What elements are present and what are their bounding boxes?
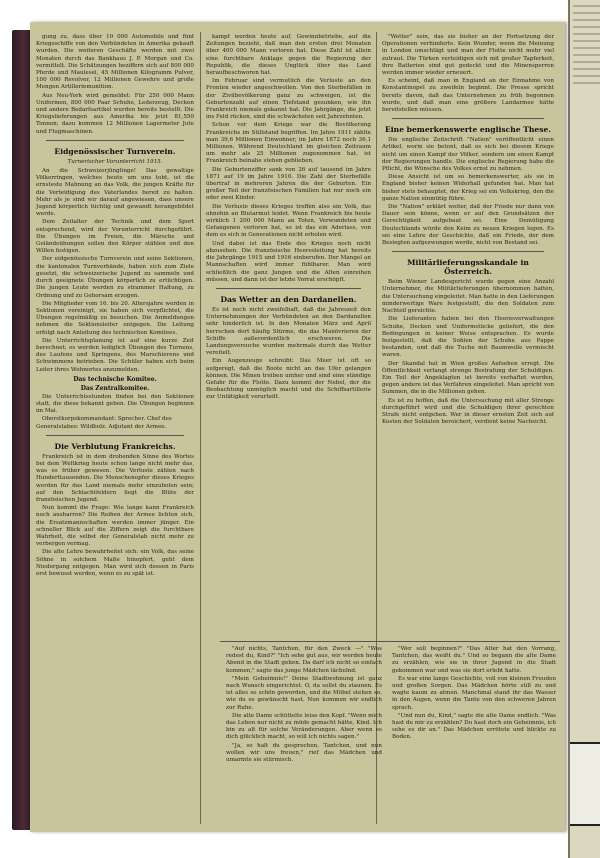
separator xyxy=(46,435,184,436)
separator xyxy=(392,251,544,252)
paragraph: Der Skandal hat in Wien großes Aufsehen erregt. Die Öffentlichkeit verlangt strenge Bestrafung der Schuldigen. Ein Teil der Angeklagten ist bereits verhaftet worden, gegen andere ist das Verfahren eingeleitet. Man spricht von Summen, die in die Millionen gehen. xyxy=(382,360,554,396)
paragraph: An die Schweizerjünglinge! Das gewaltige Völkerringen, welches heute um uns tobt, ist die ernsteste Mahnung an das Volk, die jungen Kräfte für die Verteidigung des Vaterlandes bereit zu halten. Mehr als je sind wir darauf angewiesen, dass unsere Jugend körperlich tüchtig und gewandt herangebildet werde. xyxy=(36,168,194,218)
paragraph: Die Unterrichtsplanung ist auf eine kurze Zeit berechnet; es werden lediglich Übungen des Turnens, des Laufens und Springens, des Marschierens und Schwimmens betrieben. Die Schüler haben sich beim Leiter ihres Wohnortes anzumelden. xyxy=(36,337,194,373)
text-line xyxy=(573,47,600,49)
paragraph: Es scheint, daß man in England an der Einnahme von Konstantinopel zu zweifeln beginnt. Die Presse spricht bereits davon, daß das Unternehmen zu früh begonnen wurde, und daß man eine größere Landarmee hätte bereitstellen müssen. xyxy=(382,78,554,114)
paragraph: Diese Ansicht ist um so bemerkenswerter, als sie in England bisher keinen Widerhall gefunden hat. Man hat bisher stets behauptet, der Krieg sei ein Volkskrieg, den die ganze Nation einmütig führe. xyxy=(382,174,554,202)
paragraph: Die Mitglieder vom 16. bis 20. Altersjahre werden in Sektionen vereinigt, sie haben sich verpflichtet, die Übungen regelmäßig zu besuchen. Die Anmeldungen nehmen die Sektionsleiter entgegen. Die Leitung erfolgt nach Anleitung des technischen Komitees. xyxy=(36,300,194,336)
paragraph: Es war eine lange Geschichte, voll von kleinen Freuden und großen Sorgen. Das Mädchen hörte still zu und wagte kaum zu atmen. Manchmal stand ihr das Wasser in den Augen, wenn die Tante von den schweren Jahren sprach. xyxy=(392,675,556,711)
text-line xyxy=(573,82,600,84)
paragraph: gung zu, dass über 10 000 Automobile und fünf Kriegsschiffe von den Verbündeten in Amerika gekauft wurden. Die weiteren Geschäfte werden mit zwei Monaten durch das Bankhaus J. P. Morgan und Co. vermittelt. Die Schätzungen beziffern sich auf 800 000 Pferde und Maulesel, 45 Millionen Kilogramm Pulver, 100 000 Revolver, 12 Millionen Gewehre und große Mengen Artilleriemunition. xyxy=(36,34,194,91)
separator xyxy=(392,118,544,119)
advertisement-box xyxy=(570,742,600,826)
column-divider xyxy=(200,32,201,824)
text-line xyxy=(573,68,600,70)
committee-line: Das technische Komitee. xyxy=(73,375,157,383)
paragraph: Die Geburtenziffer sank von 26 auf tausend im Jahre 1871 auf 19 im Jahre 1910. Die Zahl der Sterbefälle übertraf in mehreren Jahren die der Geburten. Ein großer Teil der französischen Familien hat nur noch ein oder zwei Kinder. xyxy=(206,166,371,202)
paragraph: Nun kommt die Frage: Wie lange kann Frankreich noch ausharren? Die Reihen der Armee lichten sich, die Ersatzmannschaften werden immer jünger. Ein schneller Blick auf die Ziffern zeigt die furchtbare Wahrheit, die selbst der Generalstab nicht mehr zu verbergen vermag. xyxy=(36,505,194,548)
paragraph: Und dabei ist das Ende des Krieges noch nicht abzusehen. Die französische Heeresleitung hat bereits die Jahrgänge 1915 und 1916 einberufen. Der Mangel an Mannschaften wird immer fühlbarer. Man wird schließlich die ganz Jungen und die Alten einreihen müssen, und dann ist der letzte Vorrat erschöpft. xyxy=(206,240,371,283)
paragraph: "Auf nichts, Tantchen, für den Zweck —" "Was redest du, Kind?" "Ich sehe gut aus, wir werden heute Abend in die Stadt gehen. Da darf ich nicht so einfach kommen," sagte das junge Mädchen lächelnd. xyxy=(226,646,382,674)
text-line xyxy=(573,12,600,14)
paragraph: "Mein Geheimnis!" Deine Stadtwohnung ist ganz nach Wunsch eingerichtet. O, da sollst du staunen. Es ist alles so schön geworden, und die Möbel stehen so, wie du es gewünscht hast. Nun kommen wir endlich zur Ruhe. xyxy=(226,675,382,711)
paragraph: "Ja, so halt du gesprochen, Tantchen, und nun wollen wir uns freuen," rief das Mädchen und umarmte sie stürmisch. xyxy=(226,742,382,764)
paragraph: Die Unterrichtsstunden finden bei den Sektionen statt, die diese bekannt geben. Die Übungen beginnen im Mai. xyxy=(36,393,194,415)
text-line xyxy=(573,54,600,56)
headline-dardanellen: Das Wetter an den Dardanellen. xyxy=(220,294,357,304)
paragraph: Es ist noch nicht zweifelhaft, daß die Jahreszeit den Unternehmungen der Verbündeten an den Dardanellen sehr hinderlich ist. In den Monaten März und April herrschen dort häufig Stürme, die das Manövrieren der Schiffe außerordentlich erschweren. Die Landungsversuche wurden mehrmals durch das Wetter vereitelt. xyxy=(206,306,371,357)
adjacent-page xyxy=(568,0,600,858)
paragraph: Schon vor dem Kriege war die Bevölkerung Frankreichs im Stillstand begriffen. Im Jahre 1911 zählte man 39,6 Millionen Einwohner, im Jahre 1872 noch 36,1 Millionen. Während Deutschland im gleichen Zeitraum um mehr als 25 Millionen zugenommen hat, ist Frankreich beinahe stehen geblieben. xyxy=(206,122,371,165)
book-spine xyxy=(12,30,32,830)
separator xyxy=(46,140,184,141)
text-line xyxy=(573,19,600,21)
paragraph: Der eidgenössische Turnverein und seine Sektionen, die kantonalen Turnverbände, haben sich zum Ziele gesetzt, die schweizerische Jugend zu sammeln und durch geeignete Übungen körperlich zu ertüchtigen. Die jungen Leute werden zu strammer Haltung, zu Ordnung und zu Gehorsam erzogen. xyxy=(36,256,194,299)
text-line xyxy=(573,5,600,7)
headline-englische-these: Eine bemerkenswerte englische These. xyxy=(385,125,551,135)
headline-militaerlieferung: Militärlieferungsskandale in Österreich. xyxy=(407,258,529,277)
headline-turnverein: Eidgenössischer Turnverein. xyxy=(54,146,176,156)
paragraph: "Wer soll beginnen?" "Das Alter hat den Vorrang, Tantchen, das weißt du." Und so begann die alte Dame zu erzählen, wie sie in ihrer Jugend in die Stadt gekommen war und was sie dort erlebt hatte. xyxy=(392,646,556,674)
paragraph: Im Februar sind vermutlich die Verluste an den Fronten wieder angeschwollen. Von den Sterbefällen in der Zivilbevölkerung ganz zu schweigen, ist die Geburtenzahl auf einen Tiefstand gesunken, wie ihn Frankreich niemals gekannt hat. Die Jahrgänge, die jetzt ins Feld rücken, sind die schwächsten seit Jahrzehnten. xyxy=(206,78,371,121)
paragraph: Ein Augenzeuge schreibt: Das Meer ist oft so aufgeregt, daß die Boote nicht an das Ufer gelangen können. Die Minen treiben umher und sind eine ständige Gefahr für die Flotte. Dazu kommt der Nebel, der die Beobachtung unmöglich macht und die Schiffsartillerie zur Untätigkeit verurteilt. xyxy=(206,358,371,401)
committee-line: Das Zentralkomitee. xyxy=(80,384,150,392)
subheadline: Turnerischer Vorunterricht 1915. xyxy=(67,158,163,165)
paragraph: kampf werden heute auf, Gewinnbetriebe, auf die Zeitungen bezieht, daß man den ersten drei Monaten über 400 000 Mann verloren hat. Diese Zahl ist allein eine furchtbare Anklage gegen die Regierung der Republik, die dieses Unglück über das Land heraufbeschworen hat. xyxy=(206,34,371,77)
column-1 xyxy=(36,34,194,820)
text-line xyxy=(573,61,600,63)
paragraph: Frankreich ist in dem drohenden Sinne des Wortes bei dem Weltkrieg heute schon lange nicht mehr das, was es früher gewesen. Die Verluste zählen nach Hunderttausenden. Die Menschenopfer dieses Krieges werden für das Land niemals mehr einzuholen sein; auf den Schlachtfeldern liegt die Blüte der französischen Jugend. xyxy=(36,453,194,503)
paragraph: Die "Nation" erklärt weiter, daß der Friede nur dann von Dauer sein könne, wenn er auf den Grundsätzen der Gerechtigkeit aufgebaut sei. Eine Demütigung Deutschlands würde den Keim zu neuen Kriegen legen. Es sei eine Lehre der Geschichte, daß ein Friede, der dem Besiegten aufgezwungen werde, nicht von Bestand sei. xyxy=(382,204,554,247)
text-line xyxy=(573,26,600,28)
text-line xyxy=(573,75,600,77)
text-line xyxy=(573,40,600,42)
paragraph: Die alte Lehre bewahrheitet sich: ein Volk, das seine Söhne in solchem Maße hinopfert, geht dem Niedergang entgegen. Man wird sich dessen in Paris erst bewusst werden, wenn es zu spät ist. xyxy=(36,549,194,577)
paragraph: Die Verluste dieses Krieges treffen also ein Volk, das ohnehin an Blutarmut leidet. Wenn Frankreich bis heute wirklich 1 200 000 Mann an Toten, Verwundeten und Gefangenen verloren hat, so ist das ein Aderlass, von dem es sich in Generationen nicht erholen wird. xyxy=(206,203,371,239)
newspaper-page xyxy=(30,22,565,832)
paragraph: "Und nun du, Kind," sagte die alte Dame endlich. "Was hast du mir zu erzählen? Du hast doch ein Geheimnis, ich sehe es dir an." Das Mädchen errötete und blickte zu Boden. xyxy=(392,712,556,741)
separator xyxy=(216,288,361,289)
headline-frankreich: Die Verblutung Frankreichs. xyxy=(54,441,176,451)
paragraph: Dem Zeitalter der Technik und dem Sport entsprechend, wird der Vorunterricht durchgeführt. Die Übungen im Freien, die Märsche und Geländeübungen sollen den Körper stählen und den Willen festigen. xyxy=(36,219,194,255)
signature: Oberstkorpskommandant: Sprecher. Chef des Generalstabes: Wildbolz. Adjutant der Armee. xyxy=(36,416,172,430)
text-line xyxy=(573,33,600,35)
paragraph: Aus Neu-York wird gemeldet: Für 250 000 Mann Uniformen, 800 000 Paar Schuhe, Lederzeug, Decken und andere Bedarfsartikel wurden bereits bestellt. Die Kriegslieferungen aus Amerika bis jetzt 81,550 Tonnen; dazu kommen 12 Millionen Lagermeter Jute und Flugmaschinen. xyxy=(36,92,194,135)
paragraph: Die englische Zeitschrift "Nation" veröffentlicht einen Artikel, worin sie betont, daß es sich bei diesem Kriege nicht um einen Kampf der Völker, sondern um einen Kampf der Regierungen handle. Die englische Regierung habe die Pflicht, die Wünsche des Volkes ernst zu nehmen. xyxy=(382,137,554,173)
paragraph: "Wetter" sein, das sie bisher an der Fortsetzung der Operationen verhinderte. Kein Wunder, wenn die Meinung in London umschlägt und man der Flotte nicht mehr viel zutraut. Die Türken verteidigen sich mit großer Tapferkeit, ihre Batterien sind gut gedeckt und die Minensperren werden immer wieder erneuert. xyxy=(382,34,554,77)
column-3 xyxy=(382,34,554,654)
paragraph: Beim Wiener Landesgericht wurde gegen eine Anzahl Unternehmer, die Militärlieferungen übernommen hatten, die Untersuchung eingeleitet. Man hatte in den Lieferungen minderwertige Ware festgestellt, die den Soldaten zum Nachteil gereichte. xyxy=(382,279,554,315)
paragraph: Es ist zu hoffen, daß die Untersuchung mit aller Strenge durchgeführt wird und die Schuldigen ihrer gerechten Strafe nicht entgehen. Wer in dieser ernsten Zeit sich auf Kosten der Soldaten bereichert, verdient keine Nachsicht. xyxy=(382,397,554,426)
feuilleton-column-2 xyxy=(392,646,556,824)
paragraph: Die Lieferanten haben bei den Heeresverwaltungen Schuhe, Decken und Uniformstücke geliefert, die den Bedingungen in keiner Weise entsprachen. Es wurde festgestellt, daß die Sohlen der Schuhe aus Pappe bestanden, und daß die Tuche mit Baumwolle vermischt waren. xyxy=(382,316,554,359)
feuilleton-column-1 xyxy=(226,646,382,824)
paragraph: Die alte Dame schüttelte leise den Kopf. "Wenn mich das Leben nur nicht zu müde gemacht hätte, Kind. Ich bin zu alt für solche Veränderungen. Aber wenn es dich glücklich macht, so will ich nichts sagen." xyxy=(226,712,382,741)
column-2 xyxy=(206,34,371,624)
